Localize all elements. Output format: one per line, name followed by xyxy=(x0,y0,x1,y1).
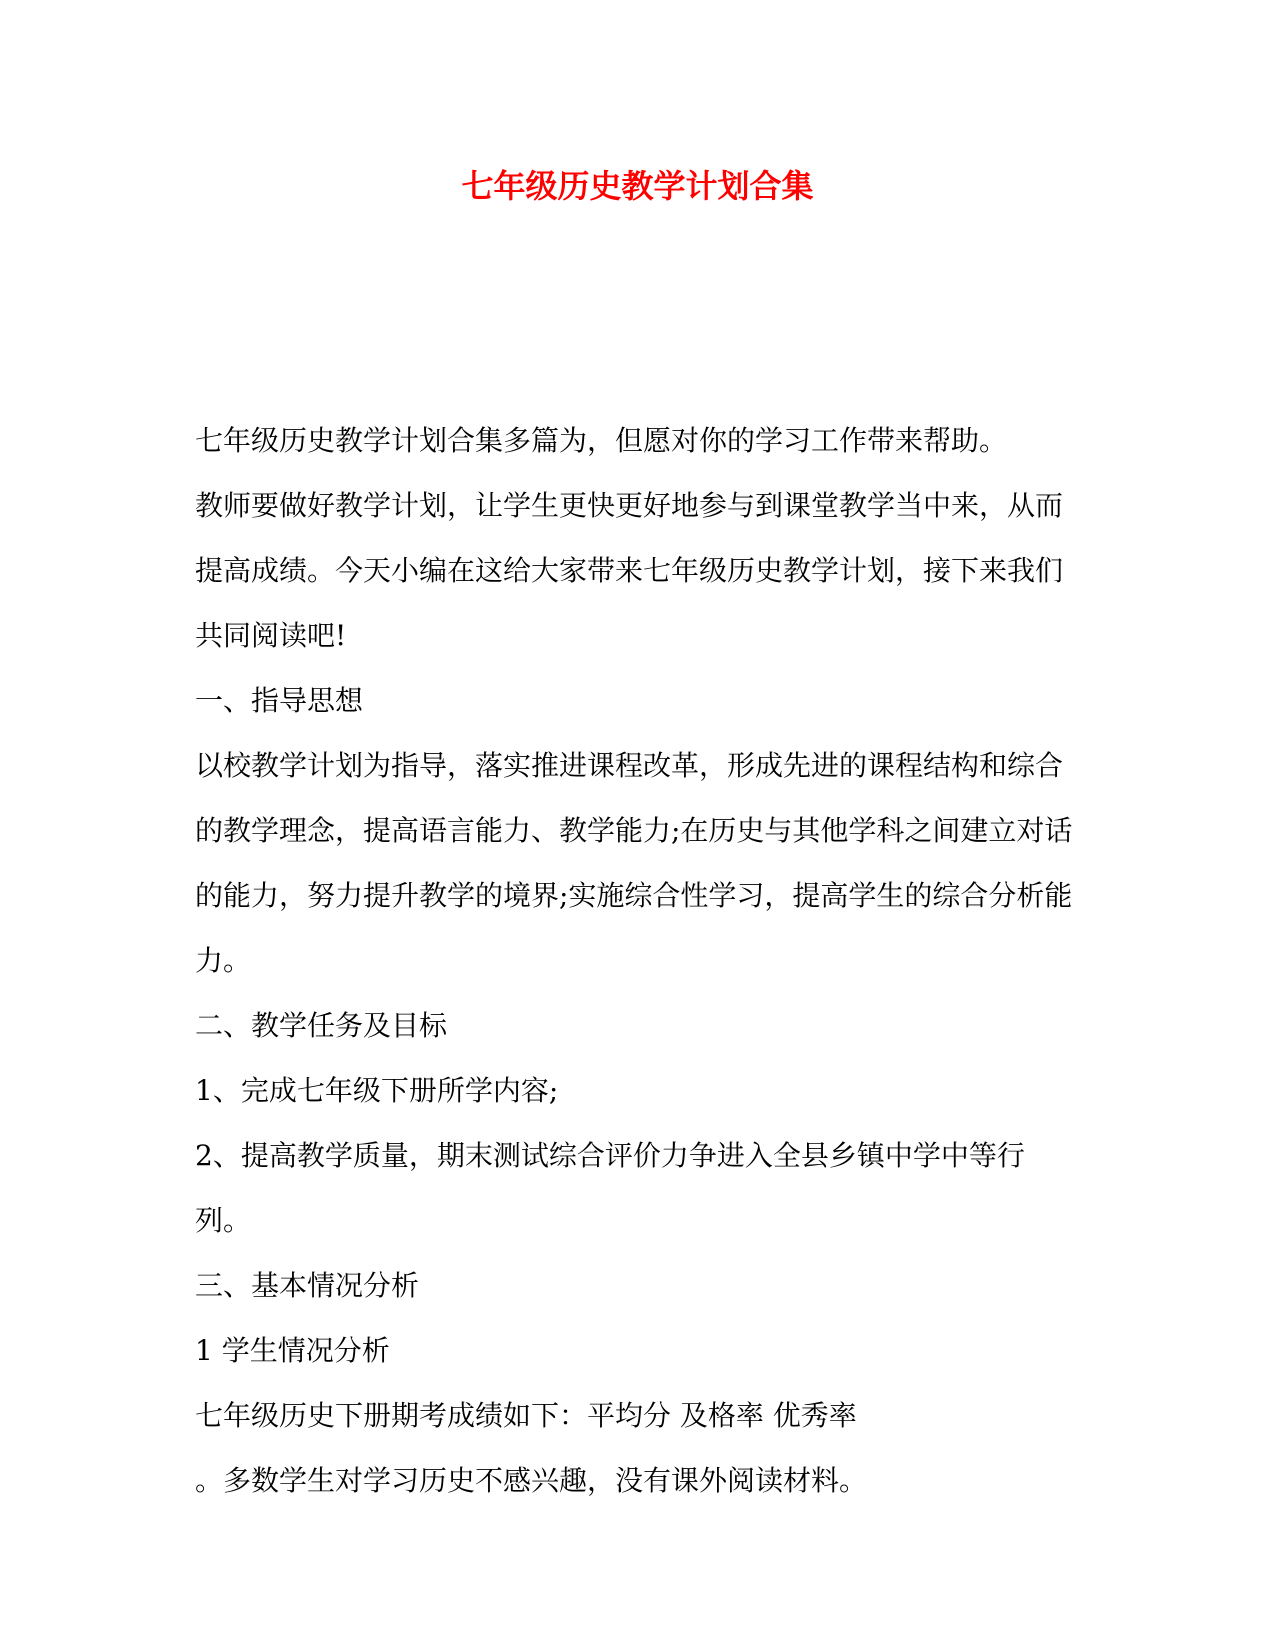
paragraph-interest: 。多数学生对学习历史不感兴趣，没有课外阅读材料。 xyxy=(195,1464,868,1497)
subheading-student-analysis: 1 学生情况分析 xyxy=(195,1334,390,1367)
heading-tasks-goals: 二、教学任务及目标 xyxy=(195,1009,448,1042)
heading-guiding-thought: 一、指导思想 xyxy=(195,684,364,717)
document-body xyxy=(195,408,1075,1513)
paragraph-task-1: 1、完成七年级下册所学内容; xyxy=(195,1074,559,1107)
heading-situation-analysis: 三、基本情况分析 xyxy=(195,1269,420,1302)
paragraph-task-2: 2、提高教学质量，期末测试综合评价力争进入全县乡镇中学中等行列。 xyxy=(195,1139,1025,1237)
page-title: 七年级历史教学计划合集 xyxy=(461,167,814,205)
paragraph-teacher-plan: 教师要做好教学计划，让学生更快更好地参与到课堂教学当中来，从而提高成绩。今天小编在这给大家带来七年级历史教学计划，接下来我们共同阅读吧! xyxy=(195,489,1064,652)
paragraph-intro: 七年级历史教学计划合集多篇为，但愿对你的学习工作带来帮助。 xyxy=(195,424,1008,457)
paragraph-scores: 七年级历史下册期考成绩如下：平均分 及格率 优秀率 xyxy=(195,1399,857,1432)
paragraph-guiding-thought: 以校教学计划为指导，落实推进课程改革，形成先进的课程结构和综合的教学理念，提高语言能力、教学能力;在历史与其他学科之间建立对话的能力，努力提升教学的境界;实施综合性学习，提高学生的综合分析能力。 xyxy=(195,749,1073,977)
